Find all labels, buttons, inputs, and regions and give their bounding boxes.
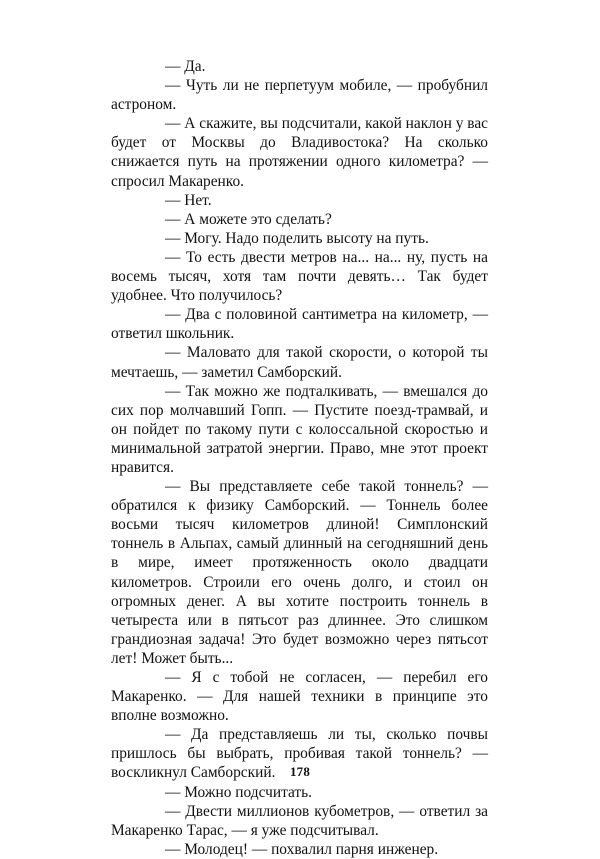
- paragraph: — Нет.: [165, 191, 212, 209]
- paragraph: — Вы представляете себе такой тоннель? — обратился к физику Самборский. — Тоннель более восьми тысяч километров длиной! Симплонский тоннель в Альпах, самый длинный на сегодняшний день в мире, имеет протяженность около двадцати километров. Строили его очень долго, и стоил он огромных денег. А вы хотите построить тоннель в четыреста или в пятьсот раз длиннее. Это слишком грандиозная задача! Это будет возможно через пятьсот лет! Может быть...: [111, 478, 488, 667]
- paragraph: — Я с тобой не согласен, — перебил его Макаренко. — Для нашей техники в принципе это вполне возможно.: [111, 669, 488, 725]
- page-number: 178: [289, 764, 311, 779]
- paragraph: — Так можно же подталкивать, — вмешался до сих пор молчавший Гопп. — Пустите поезд-трамвай, и он пойдет по такому пути с колоссальной скоростью и минимальной затратой энергии. Право, мне этот проект нравится.: [111, 382, 488, 476]
- paragraph: — Молодец! — похвалил парня инженер.: [165, 840, 439, 858]
- paragraph: — Да.: [165, 58, 206, 75]
- paragraph: — Чуть ли не перпетуум мобиле, — пробубнил астроном.: [111, 77, 488, 114]
- paragraph: — Маловато для такой скорости, о которой ты мечтаешь, — заметил Самборский.: [111, 344, 488, 381]
- paragraph: — А можете это сделать?: [165, 210, 332, 228]
- page-body: [111, 57, 488, 859]
- paragraph: — А скажите, вы подсчитали, какой наклон у вас будет от Москвы до Владивостока? На сколько снижается путь на протяжении одного километра? — спросил Макаренко.: [111, 115, 488, 190]
- paragraph: — Да представляешь ли ты, сколько почвы пришлось бы выбрать, пробивая такой тоннель? — воскликнул Самборский.: [111, 726, 488, 782]
- paragraph: — Можно подсчитать.: [165, 783, 313, 801]
- paragraph: — То есть двести метров на... на... ну, пусть на восемь тысяч, хотя там почти девять… Так будет удобнее. Что получилось?: [111, 248, 488, 305]
- paragraph: — Могу. Надо поделить высоту на путь.: [165, 229, 429, 247]
- paragraph: — Два с половиной сантиметра на километр, — ответил школьник.: [111, 306, 488, 343]
- paragraph: — Двести миллионов кубометров, — ответил за Макаренко Тарас, — я уже подсчитывал.: [111, 802, 488, 839]
